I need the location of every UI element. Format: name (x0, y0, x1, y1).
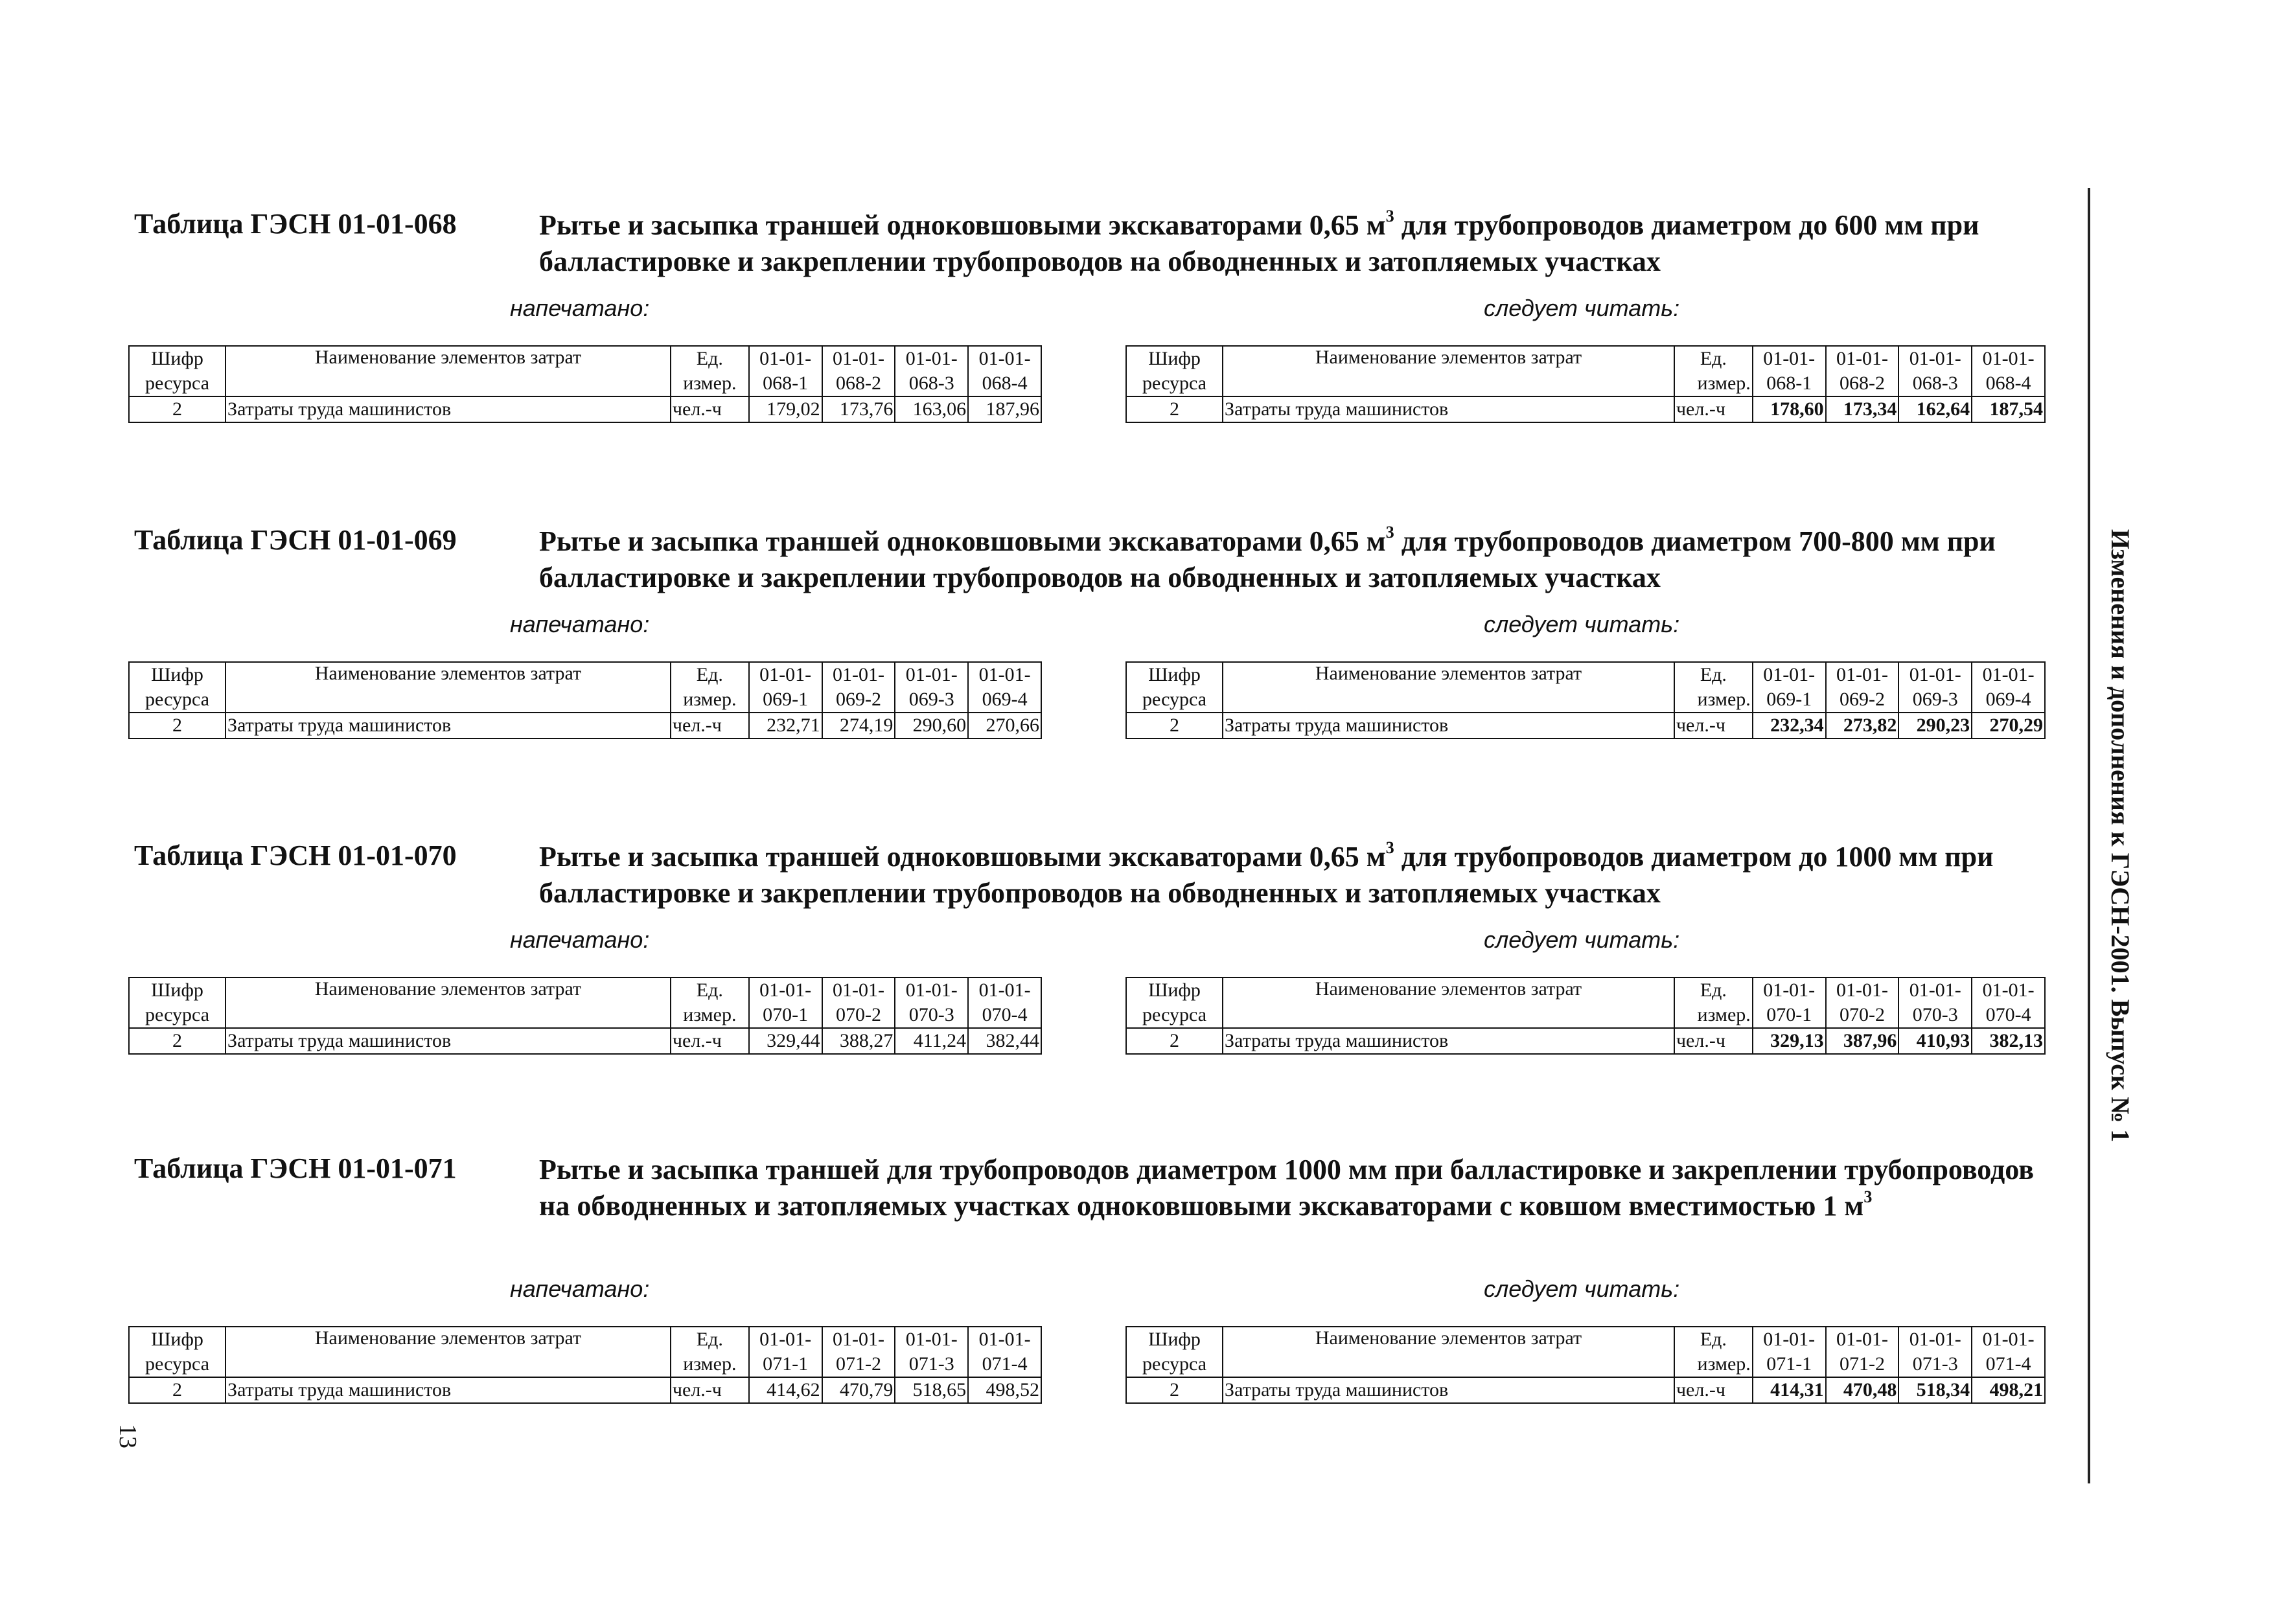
header-code-2: ресурса (1126, 1003, 1223, 1028)
row-code: 2 (1126, 713, 1223, 738)
header-col-prefix: 01-01- (1826, 662, 1899, 687)
corrected-value: 270,29 (1972, 713, 2045, 738)
header-col-code: 070-4 (1972, 1003, 2045, 1028)
superscript-three: 3 (1385, 838, 1394, 857)
printed-value: 411,24 (895, 1028, 968, 1054)
header-col-prefix: 01-01- (895, 346, 968, 371)
corrected-value: 290,23 (1898, 713, 1972, 738)
printed-value: 518,65 (895, 1377, 968, 1403)
row-unit: чел.-ч (1674, 396, 1753, 422)
printed-value: 232,71 (749, 713, 822, 738)
header-col-code: 071-1 (1753, 1352, 1826, 1377)
header-unit-2: измер. (1674, 1352, 1753, 1377)
printed-value: 187,96 (968, 396, 1041, 422)
printed-value: 270,66 (968, 713, 1041, 738)
printed-value: 498,52 (968, 1377, 1041, 1403)
header-col-prefix: 01-01- (1972, 1327, 2045, 1352)
corrected-value: 162,64 (1898, 396, 1972, 422)
header-col-code: 070-4 (968, 1003, 1041, 1028)
header-code: Шифр (129, 1327, 225, 1352)
header-col-code: 070-1 (1753, 1003, 1826, 1028)
printed-label: напечатано: (510, 295, 650, 321)
header-col-code: 068-4 (968, 371, 1041, 396)
header-col-code: 069-4 (968, 687, 1041, 713)
header-unit-2: измер. (671, 1003, 749, 1028)
header-col-code: 071-4 (968, 1352, 1041, 1377)
header-unit: Ед. (671, 346, 749, 371)
header-col-prefix: 01-01- (968, 346, 1041, 371)
row-code: 2 (129, 713, 225, 738)
header-code: Шифр (1126, 978, 1223, 1003)
printed-value: 382,44 (968, 1028, 1041, 1054)
should-read-label: следует читать: (1484, 926, 1680, 953)
corrected-value: 387,96 (1826, 1028, 1899, 1054)
header-col-code: 071-2 (1826, 1352, 1899, 1377)
printed-table (128, 661, 1042, 739)
header-col-prefix: 01-01- (1826, 978, 1899, 1003)
header-col-code: 071-3 (1898, 1352, 1972, 1377)
header-col-code: 070-2 (1826, 1003, 1899, 1028)
header-col-code: 068-1 (1753, 371, 1826, 396)
header-code-2: ресурса (129, 1003, 225, 1028)
running-title: Изменения и дополнения к ГЭСН-2001. Выпуск № 1 (2106, 529, 2135, 1143)
header-name: Наименование элементов затрат (1223, 662, 1674, 713)
header-col-prefix: 01-01- (1972, 346, 2045, 371)
printed-value: 414,62 (749, 1377, 822, 1403)
row-name: Затраты труда машинистов (225, 396, 671, 422)
printed-label: напечатано: (510, 1275, 650, 1302)
header-code-2: ресурса (129, 371, 225, 396)
header-col-code: 069-4 (1972, 687, 2045, 713)
corrected-value: 187,54 (1972, 396, 2045, 422)
row-code: 2 (1126, 1377, 1223, 1403)
header-col-code: 068-3 (895, 371, 968, 396)
header-col-prefix: 01-01- (895, 978, 968, 1003)
table-title: Рытье и засыпка траншей одноковшовыми экскаваторами 0,65 $м^3$ для трубопроводов диаметром 700-800 мм при балластировке и закреплении трубопроводов на обводненных и затопляемых участках (539, 523, 1996, 593)
header-col-code: 068-1 (749, 371, 822, 396)
printed-value: 274,19 (822, 713, 895, 738)
printed-value: 179,02 (749, 396, 822, 422)
corrected-value: 414,31 (1753, 1377, 1826, 1403)
table-number: Таблица ГЭСН 01-01-068 (134, 208, 457, 240)
corrected-table (1125, 661, 2046, 739)
corrected-value: 410,93 (1898, 1028, 1972, 1054)
header-code: Шифр (129, 346, 225, 371)
header-code: Шифр (1126, 662, 1223, 687)
header-col-prefix: 01-01- (1898, 978, 1972, 1003)
header-col-code: 069-1 (749, 687, 822, 713)
header-name: Наименование элементов затрат (225, 662, 671, 713)
header-col-prefix: 01-01- (822, 346, 895, 371)
table-title: Рытье и засыпка траншей для трубопроводов диаметром 1000 мм при балластировке и закреплении трубопроводов на обводненных и затопляемых участках одноковшовыми экскаваторами с ковшом вместимостью 1 $м^3$ (539, 1154, 2034, 1222)
printed-table (128, 1326, 1042, 1404)
header-name: Наименование элементов затрат (1223, 1327, 1674, 1377)
header-col-prefix: 01-01- (968, 662, 1041, 687)
corrected-value: 232,34 (1753, 713, 1826, 738)
header-unit-2: измер. (671, 1352, 749, 1377)
header-unit: Ед. (1674, 346, 1753, 371)
page-number: 13 (114, 1424, 141, 1448)
header-col-code: 071-2 (822, 1352, 895, 1377)
table-number: Таблица ГЭСН 01-01-070 (134, 840, 457, 871)
row-name: Затраты труда машинистов (225, 713, 671, 738)
header-col-prefix: 01-01- (822, 662, 895, 687)
header-col-code: 070-3 (1898, 1003, 1972, 1028)
header-col-code: 069-1 (1753, 687, 1826, 713)
header-code: Шифр (1126, 346, 1223, 371)
header-name: Наименование элементов затрат (225, 346, 671, 396)
header-name: Наименование элементов затрат (1223, 978, 1674, 1028)
row-unit: чел.-ч (671, 1377, 749, 1403)
printed-value: 173,76 (822, 396, 895, 422)
header-col-prefix: 01-01- (749, 346, 822, 371)
row-code: 2 (1126, 396, 1223, 422)
header-unit: Ед. (671, 978, 749, 1003)
row-name: Затраты труда машинистов (1223, 1377, 1674, 1403)
corrected-value: 173,34 (1826, 396, 1899, 422)
row-unit: чел.-ч (1674, 713, 1753, 738)
header-col-code: 070-1 (749, 1003, 822, 1028)
header-col-prefix: 01-01- (1826, 1327, 1899, 1352)
superscript-three: 3 (1385, 207, 1394, 225)
row-name: Затраты труда машинистов (1223, 713, 1674, 738)
header-col-prefix: 01-01- (968, 978, 1041, 1003)
should-read-label: следует читать: (1484, 295, 1680, 321)
printed-table (128, 977, 1042, 1055)
row-name: Затраты труда машинистов (225, 1028, 671, 1054)
header-col-prefix: 01-01- (1753, 1327, 1826, 1352)
header-col-code: 069-3 (895, 687, 968, 713)
header-col-code: 069-3 (1898, 687, 1972, 713)
row-unit: чел.-ч (671, 1028, 749, 1054)
header-code-2: ресурса (129, 1352, 225, 1377)
header-unit: Ед. (1674, 662, 1753, 687)
header-col-code: 070-2 (822, 1003, 895, 1028)
header-col-prefix: 01-01- (1972, 978, 2045, 1003)
header-col-code: 071-1 (749, 1352, 822, 1377)
header-col-code: 071-4 (1972, 1352, 2045, 1377)
header-col-prefix: 01-01- (749, 1327, 822, 1352)
header-code: Шифр (129, 978, 225, 1003)
row-name: Затраты труда машинистов (225, 1377, 671, 1403)
printed-value: 388,27 (822, 1028, 895, 1054)
corrected-value: 178,60 (1753, 396, 1826, 422)
corrected-value: 518,34 (1898, 1377, 1972, 1403)
table-number: Таблица ГЭСН 01-01-069 (134, 524, 457, 556)
printed-label: напечатано: (510, 611, 650, 637)
printed-value: 470,79 (822, 1377, 895, 1403)
header-unit-2: измер. (1674, 371, 1753, 396)
header-col-code: 069-2 (822, 687, 895, 713)
header-unit-2: измер. (671, 687, 749, 713)
printed-label: напечатано: (510, 926, 650, 953)
header-col-prefix: 01-01- (1826, 346, 1899, 371)
row-code: 2 (129, 1028, 225, 1054)
printed-value: 329,44 (749, 1028, 822, 1054)
header-unit: Ед. (1674, 1327, 1753, 1352)
header-col-prefix: 01-01- (1753, 978, 1826, 1003)
corrected-value: 273,82 (1826, 713, 1899, 738)
header-col-prefix: 01-01- (1898, 346, 1972, 371)
header-code-2: ресурса (1126, 687, 1223, 713)
row-code: 2 (1126, 1028, 1223, 1054)
corrected-table (1125, 345, 2046, 423)
header-col-prefix: 01-01- (749, 978, 822, 1003)
header-code-2: ресурса (1126, 371, 1223, 396)
header-col-prefix: 01-01- (749, 662, 822, 687)
header-unit: Ед. (1674, 978, 1753, 1003)
header-col-code: 068-3 (1898, 371, 1972, 396)
row-unit: чел.-ч (671, 396, 749, 422)
header-col-code: 070-3 (895, 1003, 968, 1028)
should-read-label: следует читать: (1484, 611, 1680, 637)
superscript-three: 3 (1385, 523, 1394, 542)
header-col-prefix: 01-01- (1753, 662, 1826, 687)
header-name: Наименование элементов затрат (225, 1327, 671, 1377)
header-unit-2: измер. (1674, 1003, 1753, 1028)
table-title: Рытье и засыпка траншей одноковшовыми экскаваторами 0,65 $м^3$ для трубопроводов диаметром до 600 мм при балластировке и закреплении трубопроводов на обводненных и затопляемых участках (539, 207, 1979, 277)
header-col-code: 068-4 (1972, 371, 2045, 396)
header-name: Наименование элементов затрат (225, 978, 671, 1028)
row-code: 2 (129, 1377, 225, 1403)
header-code: Шифр (129, 662, 225, 687)
header-col-prefix: 01-01- (1753, 346, 1826, 371)
header-unit: Ед. (671, 662, 749, 687)
should-read-label: следует читать: (1484, 1275, 1680, 1302)
header-col-code: 068-2 (822, 371, 895, 396)
corrected-table (1125, 977, 2046, 1055)
row-code: 2 (129, 396, 225, 422)
printed-value: 163,06 (895, 396, 968, 422)
header-unit-2: измер. (671, 371, 749, 396)
corrected-value: 382,13 (1972, 1028, 2045, 1054)
printed-value: 290,60 (895, 713, 968, 738)
header-code-2: ресурса (129, 687, 225, 713)
header-code: Шифр (1126, 1327, 1223, 1352)
row-unit: чел.-ч (671, 713, 749, 738)
corrected-value: 470,48 (1826, 1377, 1899, 1403)
header-col-prefix: 01-01- (968, 1327, 1041, 1352)
header-col-code: 069-2 (1826, 687, 1899, 713)
header-col-prefix: 01-01- (822, 1327, 895, 1352)
header-name: Наименование элементов затрат (1223, 346, 1674, 396)
row-name: Затраты труда машинистов (1223, 396, 1674, 422)
row-name: Затраты труда машинистов (1223, 1028, 1674, 1054)
corrected-table (1125, 1326, 2046, 1404)
row-unit: чел.-ч (1674, 1377, 1753, 1403)
header-col-code: 068-2 (1826, 371, 1899, 396)
printed-table (128, 345, 1042, 423)
header-col-prefix: 01-01- (895, 1327, 968, 1352)
header-unit-2: измер. (1674, 687, 1753, 713)
table-title: Рытье и засыпка траншей одноковшовыми экскаваторами 0,65 $м^3$ для трубопроводов диаметром до 1000 мм при балластировке и закреплении трубопроводов на обводненных и затопляемых участках (539, 838, 1994, 909)
corrected-value: 498,21 (1972, 1377, 2045, 1403)
header-col-prefix: 01-01- (822, 978, 895, 1003)
table-number: Таблица ГЭСН 01-01-071 (134, 1152, 457, 1184)
corrected-value: 329,13 (1753, 1028, 1826, 1054)
header-col-prefix: 01-01- (1898, 1327, 1972, 1352)
superscript-three: 3 (1863, 1187, 1873, 1206)
header-code-2: ресурса (1126, 1352, 1223, 1377)
header-unit: Ед. (671, 1327, 749, 1352)
header-col-prefix: 01-01- (895, 662, 968, 687)
header-col-code: 071-3 (895, 1352, 968, 1377)
row-unit: чел.-ч (1674, 1028, 1753, 1054)
header-col-prefix: 01-01- (1898, 662, 1972, 687)
header-col-prefix: 01-01- (1972, 662, 2045, 687)
